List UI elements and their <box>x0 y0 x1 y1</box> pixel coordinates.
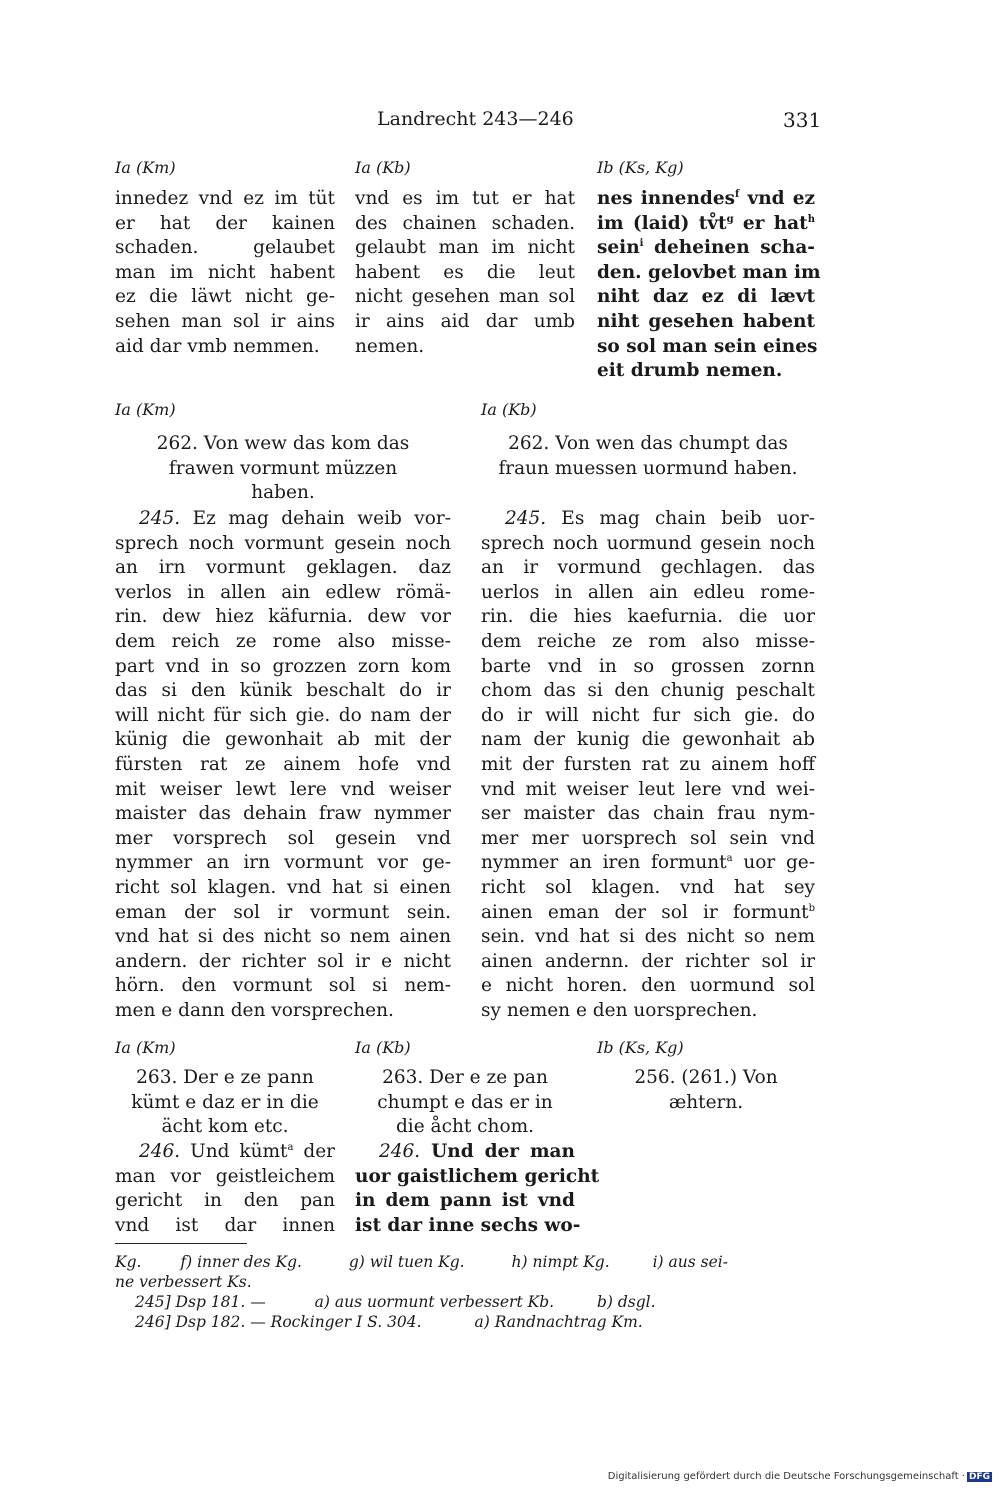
text-line: den. gelovbet man im <box>597 261 821 283</box>
siglum-km-2: Ia (Km) <box>115 400 176 419</box>
text-line: vnd mit weiser leut lere vnd wei- <box>481 778 815 800</box>
text-line: sprech noch vormunt gesein noch <box>115 532 451 554</box>
text-line: 246. Und kümt$^a$ der <box>139 1141 335 1162</box>
article-245-km <box>115 507 451 1023</box>
text-line: barte vnd in so grossen zornn <box>481 655 815 677</box>
running-title: Landrecht 243—246 <box>377 108 574 130</box>
text-line: nymmer an irn vormunt vor ge- <box>115 852 451 874</box>
footnote-a-245: a) aus uormunt verbessert Kb. <box>314 1293 555 1311</box>
text-line: richt sol klagen. vnd hat si einen <box>115 876 451 898</box>
text-line: ist dar inne sechs wo- <box>355 1214 581 1236</box>
text-line: ir ains aid dar umb <box>355 310 575 332</box>
text-line: 246. Und der man <box>379 1141 575 1162</box>
siglum-ks-kg-3: Ib (Ks, Kg) <box>597 1038 684 1057</box>
text-line: rin. dew hiez käfurnia. dew vor <box>115 606 451 628</box>
siglum-kb-2: Ia (Kb) <box>481 400 537 419</box>
text-line: uor gaistlichem gericht <box>355 1165 600 1187</box>
article-245-kb <box>481 507 815 1023</box>
credit-text: Digitalisierung gefördert durch die Deutsche Forschungsgemeinschaft · <box>607 1471 965 1482</box>
text-line: aid dar vmb nemmen. <box>115 335 320 357</box>
chapter-heading-km-262 <box>115 432 451 506</box>
heading-line: kümt e daz er in die <box>131 1091 319 1113</box>
text-line: vnd hat si des nicht so nem ainen <box>115 926 451 948</box>
page-number: 331 <box>783 108 822 132</box>
text-line: verlos in allen ain edlew römä- <box>115 581 451 603</box>
text-line: part vnd in so grozzen zorn kom <box>115 655 451 677</box>
text-line: nymmer an iren formunt$^a$ uor ge- <box>481 852 815 874</box>
text-line: nicht gesehen man sol <box>355 286 575 308</box>
text-line: ez die läwt nicht ge- <box>115 286 335 308</box>
text-line: uerlos in allen ain edleu rome- <box>481 581 815 603</box>
footnote-rule <box>115 1243 247 1244</box>
heading-line: die åcht chom. <box>395 1116 535 1138</box>
heading-line: frawen vormunt müzzen <box>168 457 398 479</box>
heading-line: 263. Der e ze pann <box>136 1067 314 1088</box>
heading-line: fraun muessen uormund haben. <box>498 457 798 479</box>
text-line: richt sol klagen. vnd hat sey <box>481 876 815 898</box>
text-line: niht gesehen habent <box>597 310 815 332</box>
footnote-line <box>115 1292 820 1312</box>
footnote-g: g) wil tuen Kg. <box>348 1253 465 1271</box>
footnote-h: h) nimpt Kg. <box>511 1253 610 1271</box>
chapter-heading-ks-kg-256 <box>597 1066 815 1115</box>
text-line: dem reiche ze rom also misse- <box>481 630 815 652</box>
text-line: gericht in den pan <box>115 1190 335 1212</box>
heading-line: 262. Von wew das kom das <box>156 433 410 454</box>
text-line: sehen man sol ir ains <box>115 310 335 332</box>
text-line: in dem pann ist vnd <box>355 1190 575 1212</box>
text-line: chom das si den chunig peschalt <box>481 680 815 702</box>
text-line: mer mer uorsprech sol sein vnd <box>481 827 815 849</box>
text-line: vnd es im tut er hat <box>355 188 575 209</box>
footnote-b-245: b) dsgl. <box>596 1293 656 1311</box>
text-line: ainen andernn. der richter sol ir <box>481 950 815 972</box>
footnote-a-246: a) Randnachtrag Km. <box>474 1313 643 1331</box>
text-line: eit drumb nemen. <box>597 360 783 382</box>
text-line: nes innendes$^f$ vnd ez <box>597 188 815 209</box>
text-line: e nicht horen. den uormund sol <box>481 975 815 997</box>
text-line: gelaubt man im nicht <box>355 237 575 259</box>
text-line: nemen. <box>355 335 425 357</box>
text-line: mer vorsprech sol gesein vnd <box>115 827 451 849</box>
text-line: 245. Es mag chain beib uor- <box>505 508 815 529</box>
heading-line: chumpt e das er in <box>377 1091 553 1113</box>
siglum-kb-1: Ia (Kb) <box>355 158 411 177</box>
siglum-km-3: Ia (Km) <box>115 1038 176 1057</box>
footnote-line <box>115 1252 820 1272</box>
text-line: schaden. gelaubet <box>115 237 335 259</box>
footnote-line: ne verbessert Ks. <box>115 1273 252 1291</box>
text-line: rin. die hies kaefurnia. die uor <box>481 606 815 628</box>
footnote-i: i) aus sei- <box>652 1253 728 1271</box>
article-246-km <box>115 1140 335 1238</box>
text-line: an ir vormund gechlagen. das <box>481 557 815 579</box>
article-246-kb <box>355 1140 600 1238</box>
text-line: an irn vormunt geklagen. daz <box>115 557 451 579</box>
heading-line: 262. Von wen das chumpt das <box>508 433 788 454</box>
text-line: sprech noch uormund gesein noch <box>481 532 815 554</box>
digitization-credit <box>608 1471 992 1482</box>
text-line: mit der fursten rat zu ainem hoff <box>481 753 815 775</box>
text-line: ser maister das chain frau nym- <box>481 803 815 825</box>
text-line: vnd ist dar innen <box>115 1214 335 1236</box>
heading-line: 263. Der e ze pan <box>382 1067 548 1088</box>
text-block-ks-kg-1 <box>597 187 821 384</box>
text-line: künig die gewonhait ab mit der <box>115 729 451 751</box>
dfg-logo: DFG <box>968 1472 990 1482</box>
heading-line: haben. <box>251 482 315 504</box>
siglum-km-1: Ia (Km) <box>115 158 176 177</box>
heading-line: æhtern. <box>668 1091 744 1113</box>
text-line: 245. Ez mag dehain weib vor- <box>139 508 451 529</box>
text-line: habent es die leut <box>355 261 575 283</box>
text-line: das si den künik beschalt do ir <box>115 680 451 702</box>
footnote-item: 245] Dsp 181. — <box>135 1293 266 1311</box>
text-line: sein$^i$ deheinen scha- <box>597 237 815 259</box>
text-line: sy nemen e den uorsprechen. <box>481 999 758 1021</box>
text-line: dem reich ze rome also misse- <box>115 630 451 652</box>
text-line: hörn. den vormunt sol si nem- <box>115 975 451 997</box>
text-line: men e dann den vorsprechen. <box>115 999 394 1021</box>
text-line: man im nicht habent <box>115 261 335 283</box>
footnote-item: Kg. <box>115 1253 142 1271</box>
heading-line: 256. (261.) Von <box>634 1067 778 1088</box>
siglum-ks-kg-1: Ib (Ks, Kg) <box>597 158 684 177</box>
text-line: mit weiser lewt lere vnd weiser <box>115 778 451 800</box>
footnote-f: f) inner des Kg. <box>180 1253 302 1271</box>
heading-line: ächt kom etc. <box>161 1116 289 1138</box>
text-line: do ir will nicht fur sich gie. do <box>481 704 815 726</box>
text-block-kb-1 <box>355 187 575 359</box>
text-line: des chainen schaden. <box>355 212 575 234</box>
text-line: sein. vnd hat si des nicht so nem <box>481 926 815 948</box>
text-line: maister das dehain fraw nymmer <box>115 803 451 825</box>
text-line: nam der kunig die gewonhait ab <box>481 729 815 751</box>
text-line: im (laid) $tv̊t^g$ er hat$^h$ <box>597 212 815 234</box>
chapter-heading-km-263 <box>115 1066 335 1140</box>
text-line: eman der sol ir vormunt sein. <box>115 901 451 923</box>
footnote-line <box>115 1312 820 1332</box>
chapter-heading-kb-263 <box>355 1066 575 1140</box>
siglum-kb-3: Ia (Kb) <box>355 1038 411 1057</box>
text-block-km-1 <box>115 187 335 359</box>
text-line: er hat der kainen <box>115 212 335 234</box>
footnotes <box>115 1252 820 1332</box>
text-line: ainen eman der sol ir formunt$^b$ <box>481 901 815 923</box>
text-line: fürsten rat ze ainem hofe vnd <box>115 753 451 775</box>
text-line: so sol man sein eines <box>597 335 818 357</box>
text-line: innedez vnd ez im tüt <box>115 188 335 209</box>
footnote-item: 246] Dsp 182. — Rockinger I S. 304. <box>135 1313 422 1331</box>
text-line: will nicht für sich gie. do nam der <box>115 704 451 726</box>
text-line: andern. der richter sol ir e nicht <box>115 950 451 972</box>
text-line: niht daz ez di lævt <box>597 286 815 308</box>
chapter-heading-kb-262 <box>481 432 815 481</box>
text-line: man vor geistleichem <box>115 1165 335 1187</box>
